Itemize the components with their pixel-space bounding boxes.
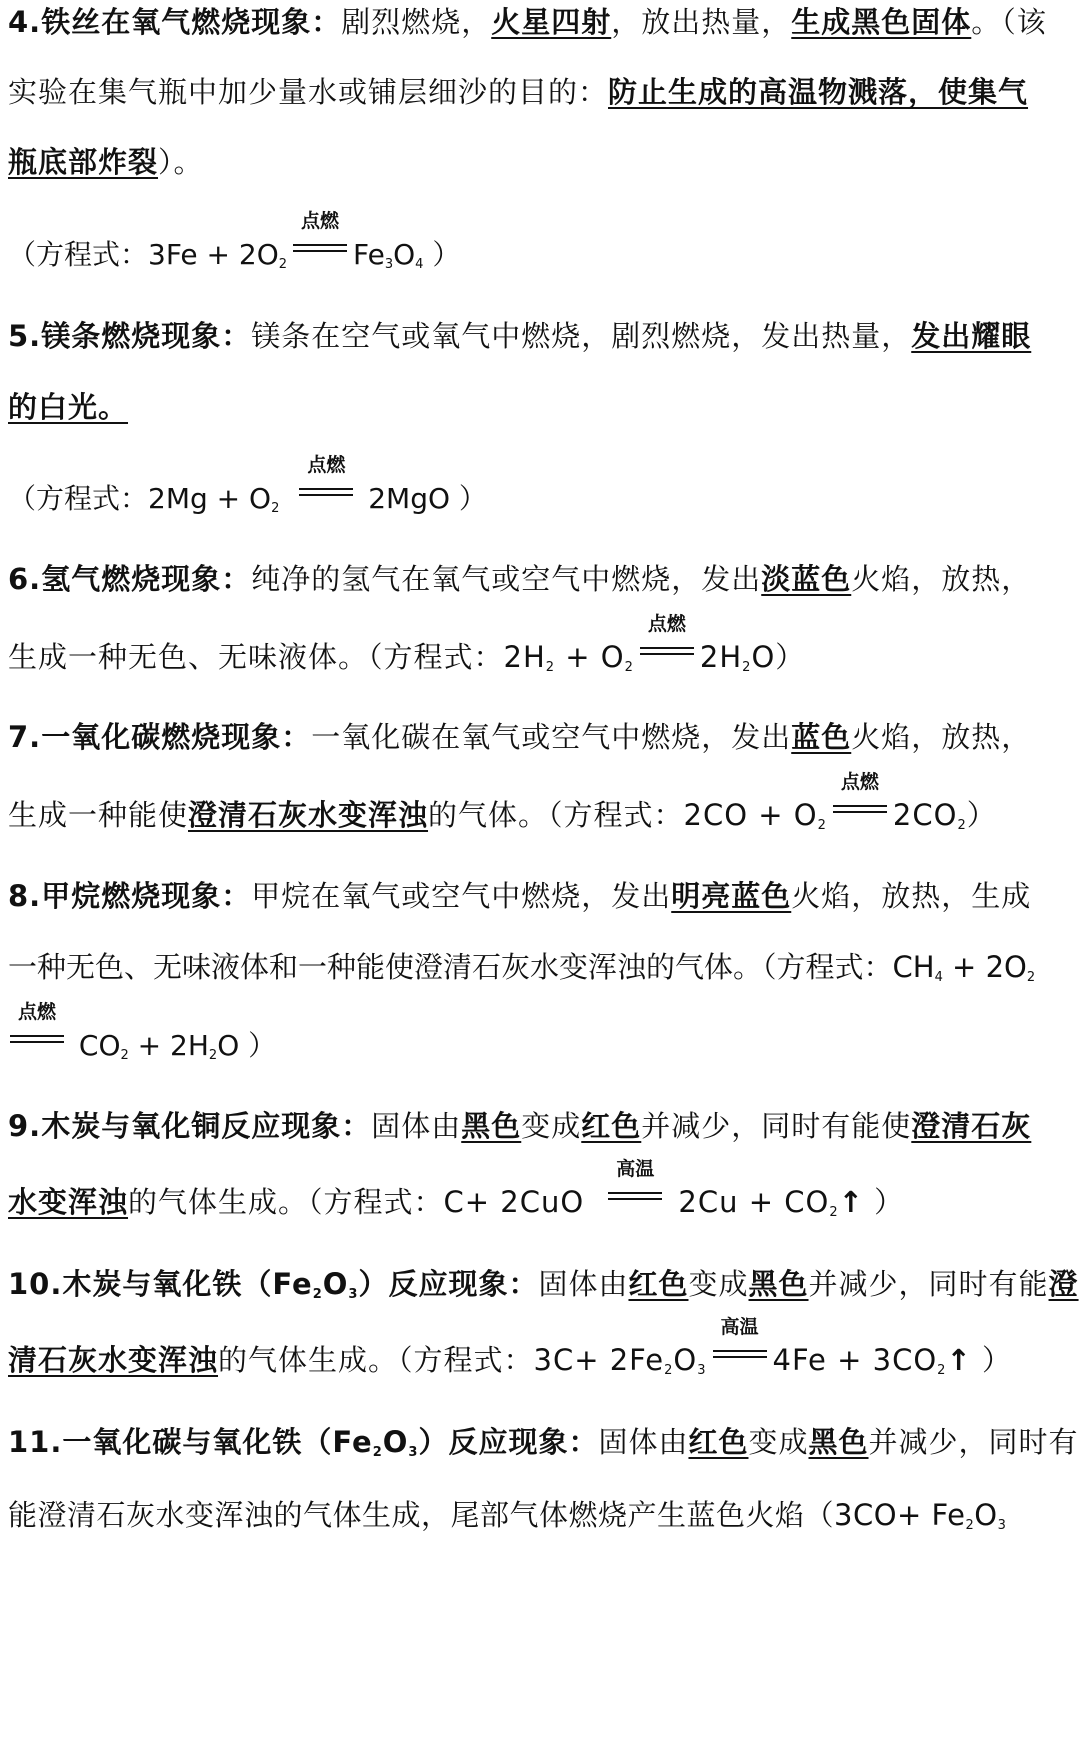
item11-keyword: 红色 [688,1425,749,1459]
subscript: 2 [372,1445,383,1460]
item4-keyword: 生成黑色固体 [791,5,972,39]
item6-line1 [8,557,1080,601]
equation-text: 4Fe + 3CO [772,1343,938,1377]
item11-text: 能澄清石灰水变浑浊的气体生成，尾部气体燃烧产生蓝色火焰（3CO+ Fe [8,1498,966,1532]
item11-keyword: 黑色 [808,1425,869,1459]
subscript: 2 [208,1048,218,1063]
item4-text: ）。 [158,145,204,179]
reaction-condition [638,613,696,667]
gas-arrow-icon: ↑ [946,1343,972,1377]
condition-label: 高温 [616,1158,655,1180]
equation-text: ） [423,238,461,271]
item7-number: 7. [8,720,42,754]
subscript: 4 [415,257,424,272]
item8-line2 [8,945,1080,989]
item5-number: 5. [8,319,42,353]
reaction-condition [711,1316,769,1370]
item9-keyword: 水变浑浊 [8,1185,129,1219]
equation-text: O [673,1343,698,1377]
equation-text: Fe [353,238,385,271]
item10-title: O [322,1267,349,1301]
equation-text: O ） [217,1029,277,1062]
reaction-condition [8,1001,66,1055]
item6-number: 6. [8,562,42,596]
equation-text: CO [70,1029,121,1062]
item4-text: 剧烈燃烧， [341,5,492,39]
item9-keyword: 红色 [581,1109,642,1143]
item11-line1 [8,1420,1080,1464]
item10-keyword: 黑色 [748,1267,809,1301]
equation-text: O [974,1498,998,1532]
equation-text: + O [555,640,625,674]
equation-text: （方程式：2Mg + O [8,482,272,515]
equation-text: （方程式：3Fe + 2O [8,238,279,271]
item11-title: O [382,1425,409,1459]
item10-text: 的气体生成。（方程式：3C+ 2Fe [218,1343,665,1377]
item10-keyword: 澄 [1048,1267,1079,1301]
condition-label: 点燃 [840,771,879,793]
subscript: 2 [937,1363,947,1378]
subscript: 3 [408,1445,419,1460]
item10-text: 并减少，同时有能 [808,1267,1049,1301]
item11-title: 一氧化碳与氧化铁（Fe [62,1425,373,1459]
reaction-condition [297,454,355,508]
item9-line2 [8,1158,1080,1224]
item4-line2 [8,70,1080,114]
subscript: 2 [312,1287,323,1302]
subscript: 2 [1026,970,1036,985]
item11-text: 变成 [748,1425,809,1459]
item8-title: 甲烷燃烧现象： [41,879,252,913]
item4-text: 实验在集气瓶中加少量水或铺层细沙的目的： [8,75,609,109]
item6-line2 [8,613,1080,679]
item7-text: 的气体。（方程式：2CO + O [428,798,818,832]
item4-text: 。（该 [971,5,1047,39]
item9-keyword: 澄清石灰 [911,1109,1032,1143]
item7-title: 一氧化碳燃烧现象： [41,720,312,754]
reaction-condition [606,1158,664,1212]
item6-title: 氢气燃烧现象： [41,562,252,596]
subscript: 3 [997,1518,1007,1533]
item10-keyword: 清石灰水变浑浊 [8,1343,219,1377]
item6-text: 纯净的氢气在氧气或空气中燃烧，发出 [251,562,762,596]
item4-title: 铁丝在氧气燃烧现象： [41,5,342,39]
item4-keyword: 火星四射 [491,5,612,39]
item4-text: ，放出热量， [611,5,792,39]
item7-line1 [8,715,1080,759]
item8-keyword: 明亮蓝色 [671,879,792,913]
item11-title: ）反应现象： [418,1425,599,1459]
subscript: 2 [624,660,634,675]
reaction-condition [831,771,889,825]
subscript: 2 [742,660,752,675]
subscript: 2 [829,1205,839,1220]
item8-line1 [8,874,1080,918]
item4-number: 4. [8,5,42,39]
subscript: 3 [697,1363,707,1378]
item10-text: 变成 [688,1267,749,1301]
item5-keyword: 的白光。 [8,390,129,424]
item10-line1 [8,1262,1080,1306]
item6-text: 火焰，放热， [851,562,1032,596]
item8-text: 一种无色、无味液体和一种能使澄清石灰水变浑浊的气体。（方程式：CH [8,950,935,984]
item4-line1 [8,0,1080,44]
equation-text: + 2H [128,1029,209,1062]
item6-text: 生成一种无色、无味液体。（方程式：2H [8,640,546,674]
subscript: 2 [271,501,280,516]
condition-label: 点燃 [301,210,340,232]
item10-number: 10. [8,1267,63,1301]
item5-line1 [8,314,1080,358]
item9-number: 9. [8,1109,42,1143]
item9-keyword: 黑色 [461,1109,522,1143]
item7-text: 火焰，放热， [851,720,1032,754]
item7-keyword: 澄清石灰水变浑浊 [188,798,429,832]
equation-text: O [393,238,416,271]
equation-text: ） [971,1343,1012,1377]
reaction-condition [291,210,349,264]
subscript: 2 [817,818,827,833]
item4-line3 [8,140,1080,184]
condition-label: 点燃 [647,613,686,635]
item5-title: 镁条燃烧现象： [41,319,252,353]
equation-text: ） [966,798,997,832]
item11-text: 固体由 [598,1425,689,1459]
subscript: 2 [965,1518,975,1533]
equation-text: 2CO [892,798,958,832]
item7-keyword: 蓝色 [791,720,852,754]
item5-line2 [8,385,1080,429]
item9-text: 变成 [521,1109,582,1143]
subscript: 2 [278,257,288,272]
item4-keyword: 防止生成的高温物溅落，使集气 [608,75,1029,109]
condition-label: 点燃 [307,454,346,476]
condition-label: 高温 [720,1316,759,1338]
item9-text: 并减少，同时有能使 [641,1109,912,1143]
item7-line2 [8,771,1080,837]
subscript: 4 [934,970,943,985]
subscript: 2 [664,1363,674,1378]
equation-text: ） [863,1185,905,1219]
subscript: 2 [545,660,556,675]
item9-title: 木炭与氧化铜反应现象： [41,1109,372,1143]
item10-keyword: 红色 [628,1267,689,1301]
subscript: 2 [957,818,967,833]
item5-text: 镁条在空气或氧气中燃烧，剧烈燃烧，发出热量， [251,319,912,353]
item10-title: ）反应现象： [358,1267,539,1301]
item9-text: 固体由 [371,1109,462,1143]
subscript: 3 [384,257,394,272]
equation-text: 2H [699,640,743,674]
item8-text: 火焰，放热，生成 [791,879,1032,913]
item10-text: 固体由 [538,1267,629,1301]
item8-text: 甲烷在氧气或空气中燃烧，发出 [251,879,672,913]
condition-label: 点燃 [17,1001,56,1023]
item9-text: 的气体生成。（方程式：C+ 2CuO [128,1185,585,1219]
equation-text: 2MgO ） [359,482,487,515]
item5-keyword: 发出耀眼 [911,319,1032,353]
item11-number: 11. [8,1425,63,1459]
item4-equation [8,210,1080,277]
item7-text: 生成一种能使 [8,798,189,832]
item6-keyword: 淡蓝色 [761,562,852,596]
item4-keyword: 瓶底部炸裂 [8,145,159,179]
item10-line2 [8,1316,1080,1382]
item11-text: 并减少，同时有 [868,1425,1079,1459]
subscript: 3 [348,1287,359,1302]
item8-line3 [8,1001,1080,1068]
item11-line2 [8,1493,1080,1537]
equation-text: + 2O [942,950,1027,984]
item7-text: 一氧化碳在氧气或空气中燃烧，发出 [311,720,792,754]
subscript: 2 [120,1048,129,1063]
equation-text: 2Cu + CO [668,1185,830,1219]
item10-title: 木炭与氧化铁（Fe [62,1267,313,1301]
gas-arrow-icon: ↑ [838,1185,864,1219]
equation-text: O） [751,640,806,674]
item5-equation [8,454,1080,521]
item9-line1 [8,1104,1080,1148]
item8-number: 8. [8,879,42,913]
